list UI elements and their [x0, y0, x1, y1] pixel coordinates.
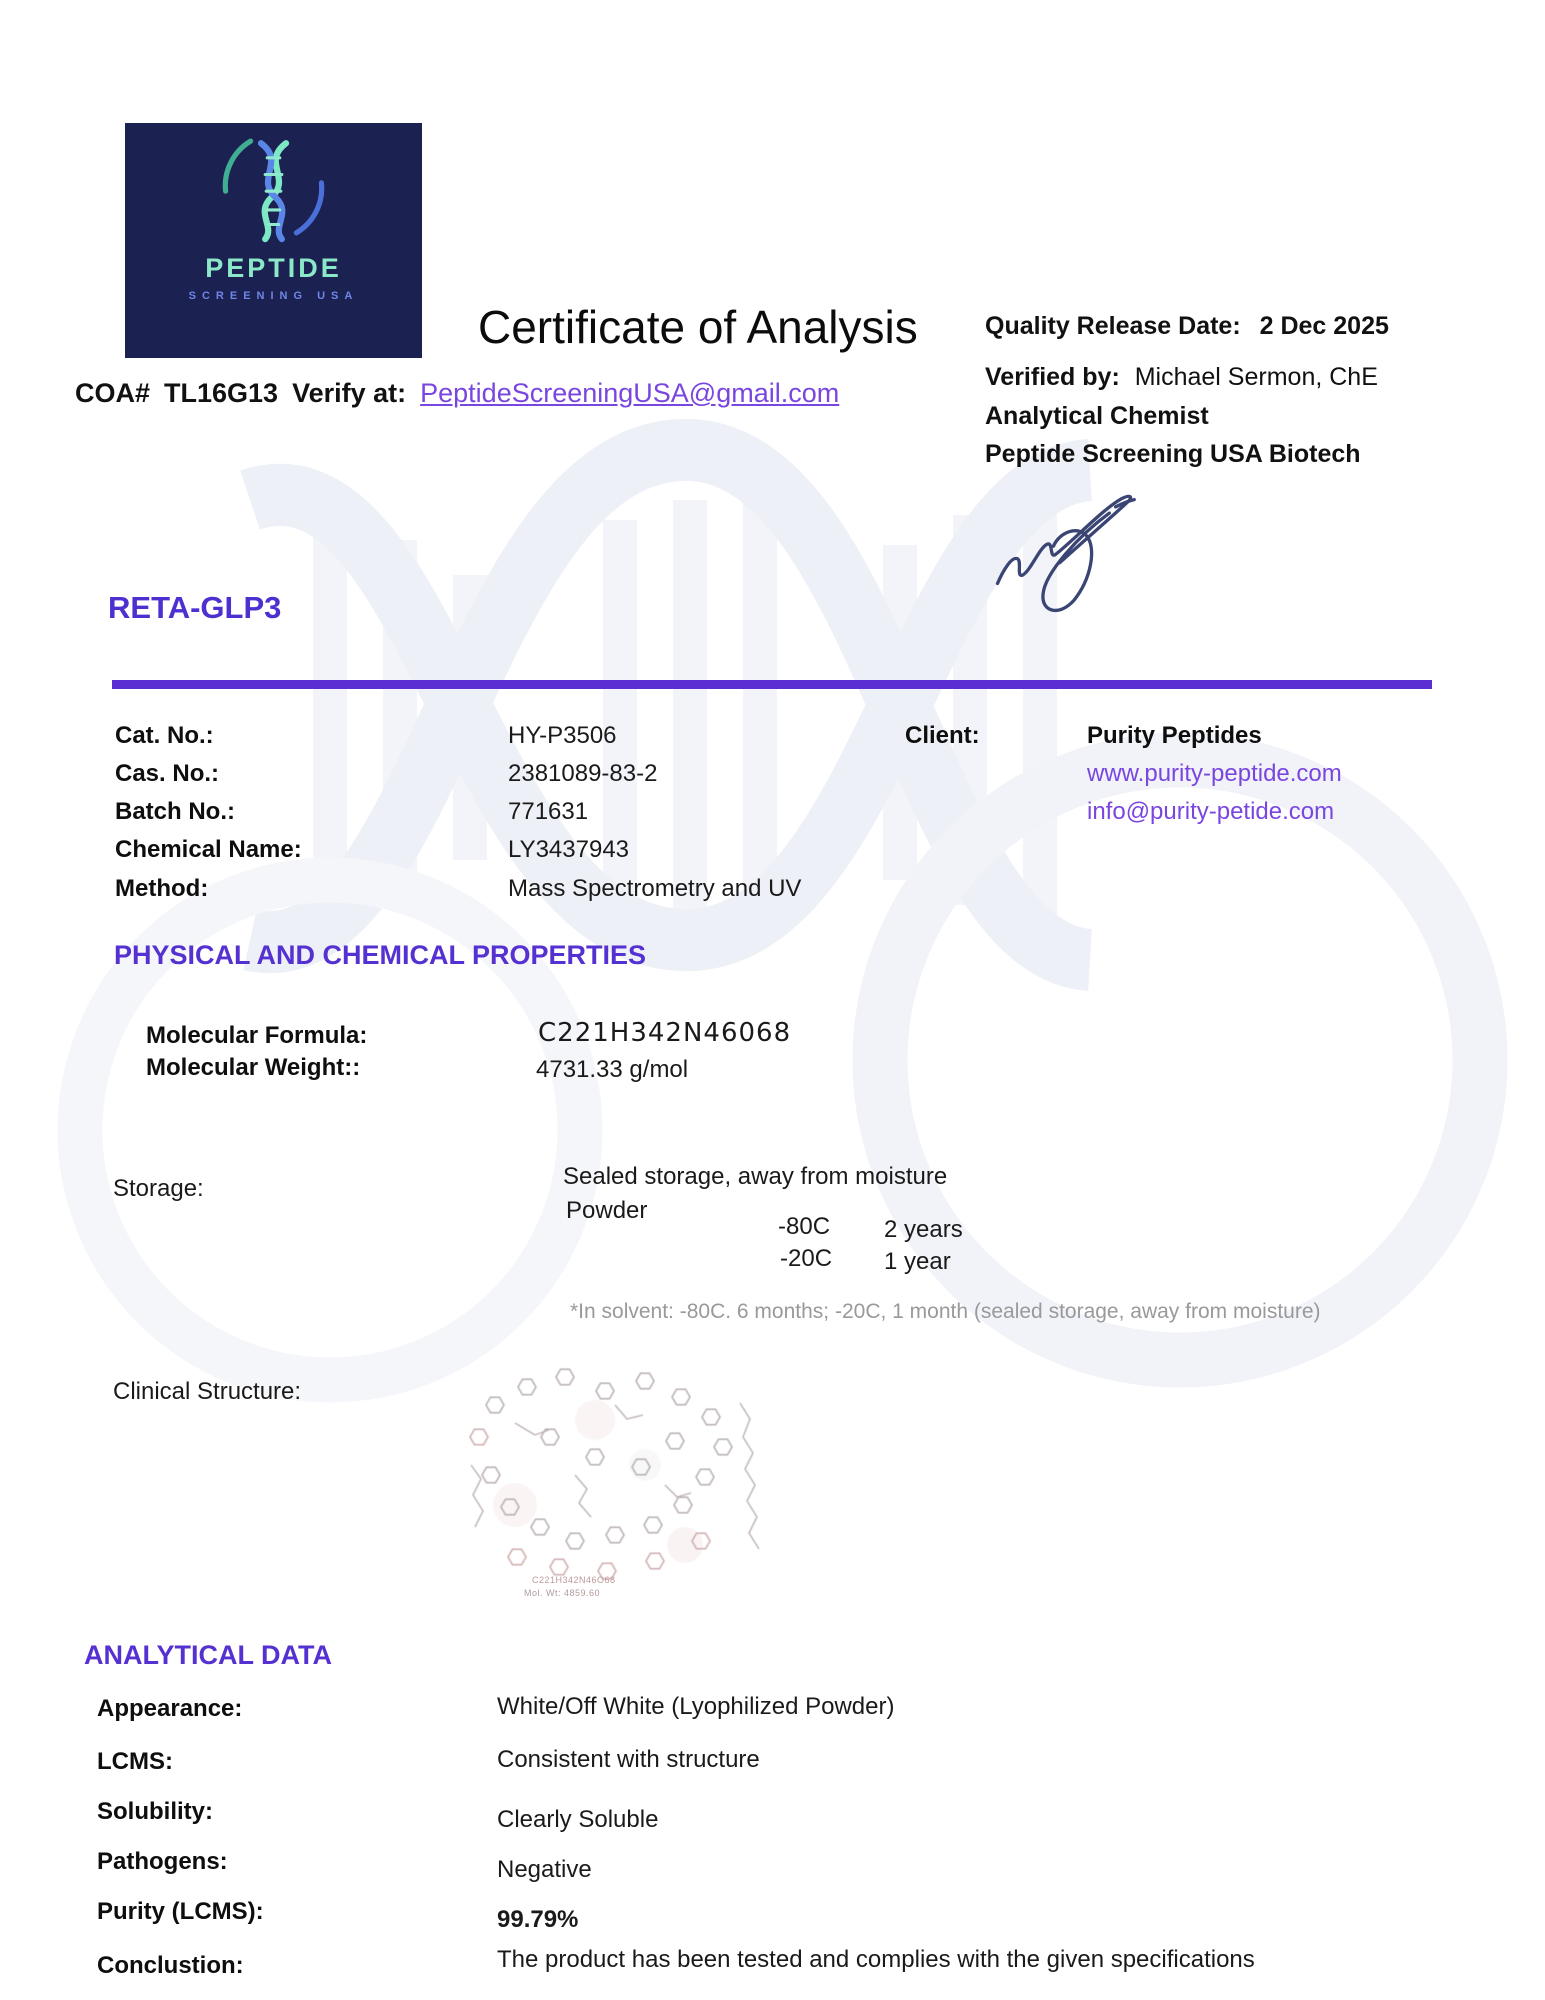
quality-release-date: 2 Dec 2025 [1259, 312, 1389, 340]
storage-condition: Sealed storage, away from moisture [563, 1163, 948, 1190]
solubility-value: Clearly Soluble [497, 1806, 659, 1833]
cas-no-label: Cas. No.: [115, 760, 220, 787]
client-label: Client: [905, 722, 980, 749]
conclusion-label: Conclustion: [97, 1952, 244, 1979]
storage-temp-2: -20C [780, 1245, 833, 1272]
appearance-value: White/Off White (Lyophilized Powder) [497, 1693, 895, 1720]
quality-release-label: Quality Release Date: [985, 312, 1241, 340]
cat-no-value: HY-P3506 [508, 722, 617, 749]
logo-subtitle-text: SCREENING USA [188, 290, 359, 302]
verifier-title: Analytical Chemist [985, 402, 1209, 430]
purity-value: 99.79% [497, 1906, 579, 1933]
section-divider [112, 680, 1432, 689]
storage-duration-1: 2 years [884, 1216, 963, 1243]
quality-release-line [985, 312, 1389, 341]
molecular-formula-label: Molecular Formula: [146, 1022, 368, 1049]
lcms-value: Consistent with structure [497, 1746, 760, 1773]
purity-label: Purity (LCMS): [97, 1898, 264, 1925]
lcms-label: LCMS: [97, 1748, 173, 1775]
dna-logo-icon [211, 123, 336, 251]
storage-footnote: *In solvent: -80C. 6 months; -20C, 1 month (sealed storage, away from moisture) [570, 1300, 1321, 1323]
product-name: RETA-GLP3 [108, 590, 282, 625]
verifier-organization: Peptide Screening USA Biotech [985, 440, 1361, 468]
document-title: Certificate of Analysis [478, 301, 918, 353]
structure-weight-caption: Mol. Wt: 4859.60 [524, 1588, 601, 1598]
logo-brand-text: PEPTIDE [205, 253, 342, 283]
method-label: Method: [115, 875, 209, 902]
verified-by-line [985, 363, 1378, 392]
properties-section-heading: PHYSICAL AND CHEMICAL PROPERTIES [114, 940, 647, 970]
chemical-name-label: Chemical Name: [115, 836, 302, 863]
clinical-structure-label: Clinical Structure: [113, 1378, 302, 1405]
verify-label: Verify at: [292, 378, 407, 408]
verify-email-link[interactable]: PeptideScreeningUSA@gmail.com [420, 378, 840, 408]
conclusion-value: The product has been tested and complies with the given specifications [497, 1946, 1255, 1973]
verifier-signature [985, 482, 1155, 627]
molecular-formula-value: C221H342N46068 [538, 1018, 792, 1048]
verified-by-label: Verified by: [985, 363, 1120, 391]
client-name: Purity Peptides [1087, 722, 1262, 749]
appearance-label: Appearance: [97, 1695, 243, 1722]
batch-no-value: 771631 [508, 798, 589, 825]
method-value: Mass Spectrometry and UV [508, 875, 802, 902]
solubility-label: Solubility: [97, 1798, 213, 1825]
chemical-name-value: LY3437943 [508, 836, 630, 863]
coa-line [75, 378, 839, 409]
pathogens-value: Negative [497, 1856, 592, 1883]
pathogens-label: Pathogens: [97, 1848, 228, 1875]
coa-number: TL16G13 [164, 378, 279, 408]
cat-no-label: Cat. No.: [115, 722, 214, 749]
molecular-weight-label: Molecular Weight:: [146, 1054, 361, 1081]
coa-label: COA# [75, 378, 151, 408]
molecular-structure-image [455, 1345, 775, 1595]
verified-by-name: Michael Sermon, ChE [1134, 363, 1378, 391]
client-email-link[interactable]: info@purity-petide.com [1087, 798, 1335, 825]
batch-no-label: Batch No.: [115, 798, 235, 825]
analytical-section-heading: ANALYTICAL DATA [84, 1640, 332, 1670]
storage-form: Powder [566, 1197, 648, 1224]
structure-formula-caption: C221H342N46O68 [532, 1575, 616, 1585]
storage-label: Storage: [113, 1175, 204, 1202]
storage-temp-1: -80C [778, 1213, 831, 1240]
client-website-link[interactable]: www.purity-peptide.com [1087, 760, 1342, 787]
storage-duration-2: 1 year [884, 1248, 951, 1275]
molecular-weight-value: 4731.33 g/mol [536, 1056, 689, 1083]
company-logo [125, 123, 422, 358]
cas-no-value: 2381089-83-2 [508, 760, 658, 787]
